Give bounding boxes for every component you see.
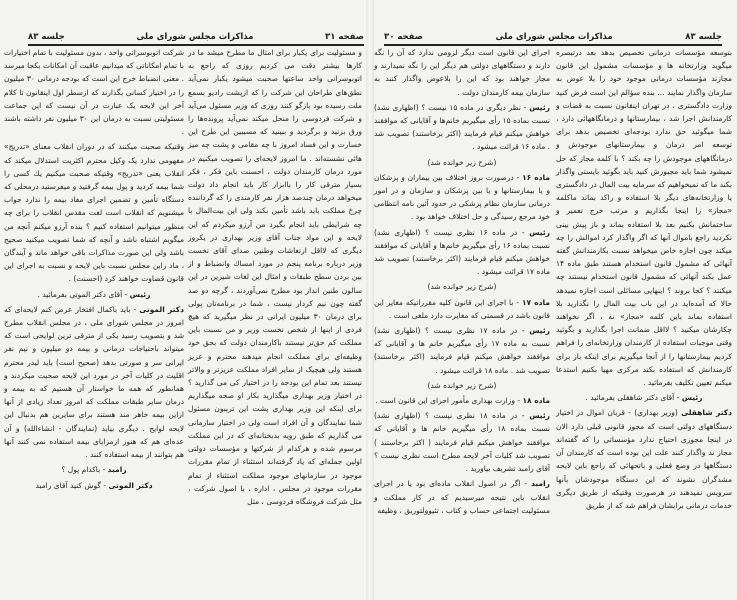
speaker-label: رامبد <box>531 479 550 489</box>
paragraph <box>374 477 550 517</box>
speaker-label: رئیس <box>681 393 703 403</box>
paragraph-text: - در ماده ۱۷ نظری نیست ؟ (اظهاری نشد) نسبت به ماده ۱۷ رأی میگیریم خانم ها و آقایانی که موافقند خواهش میکنم قیام فرمایند (اکثر برخاستند) تصویب شد . ماده ۱۸ قرائت میشود . <box>374 326 550 375</box>
speaker-label: دکتر الموتی <box>108 480 153 490</box>
speaker-label: رئیس <box>529 102 551 112</box>
paragraph <box>374 101 550 154</box>
paragraph-text: (شرح زیر خوانده شد) <box>427 380 497 390</box>
paragraph <box>4 303 184 461</box>
paragraph <box>374 226 550 279</box>
paragraph-text: شرکت اتوبوسرانی واحد ، بدون مسئولیت با تمام اختیارات با تمام امکاناتی که میدانیم عاقبت آن امکانات بکجا میرسد . معنی انضباط خرج این است که بودجه درمانی ۳۰ میلیون را در اختیار کسانی بگذارند که ازسطر اول اینقانون تا کلام آخر این لایحه یک عبارت در آن نیست که این جماعت مسئولیتی نسبت به درمان این ۳۰ میلیون نفر داشته باشند . <box>4 48 184 137</box>
centered-note <box>374 280 550 293</box>
page-30 <box>370 0 737 600</box>
centered-note <box>374 156 550 169</box>
text-column <box>4 46 184 494</box>
paragraph-text: وقتیکه صحبت میکنند که در دوران انقلاب معنای «تدریج» مفهومی ندارد یک وکیل محترم اکثریت استدلال میکند که انقلاب یعنی «تدریج» وقتیکه صحبت میکنیم یك کسی را شما بیمه کردید و پول بیمه گرفتید و میفرستید درمحلی که دستگاه تأمین و تضمین اجرای مفاد بیمه را ندارد جواب میشنویم که انقلاب است لغت مقدس انقلاب را برای چه منظور میتوانیم استفاده کنیم ؟ بنده آرزو میکنم آنچه من میگویم اشتباه باشد و آنچه که شما تصویب میکنید صحیح باشد ولی این صورت مذاکرات باقی خواهد ماند و آیندگان ، ماد راین مجلس نسبت باین لایحه و نسبت به اجرای این قانون قضاوت خواهند کرد (احسنت) . <box>4 142 184 284</box>
speaker-label: رئیس <box>129 289 151 299</box>
page-number: صفحه ۳۰ <box>384 32 423 42</box>
paragraph <box>4 140 184 285</box>
session-number: جلسه ۸۳ <box>685 32 722 42</box>
page-header <box>384 30 722 46</box>
paragraph-text: - باکدام پول ؟ <box>61 465 108 475</box>
speaker-label: ماده ۱۷ <box>521 297 550 307</box>
paragraph <box>374 296 550 322</box>
paragraph-text: - اگر در اصول انقلاب ماده‌ای بود یا در اجرای انقلاب باین نتیجه میرسیدیم که در کار مملکت و مسئولیت اجتماعی حساب و کتاب ، تئیوولتوریق ، وظیفه <box>374 479 550 515</box>
paragraph-text: - در ماده ۱۸ نظری نیست ؟ (اظهاری نشد) نسبت بماده ۱۸ رأی میگیریم خانم ها و آقایانی که موافقند خواهش میکنم قیام فرمایند ( اکثر برخاستند ) تصویب شد کلیات آخر لایحه مطرح است نظری نیست ؟ آقای رامبد تشریف بیاورید . <box>374 411 550 474</box>
text-column <box>374 46 550 519</box>
paragraph-text: بتوسعه مؤسسات درمانی تخصیص بدهد بعد درتبصره میگوید وزارتخانه ها و مؤسسات مشمول این قانون مجازند مؤسسات درمانی موجود خود را بلا عوض به سازمان واگذار نمایند ... بنده سؤالم این است فرض کنید وزارت دادگستری ، در تهران اینقانون نسبت به قضات و کارمندانش اجرا شد ، بیمارستانها و درمانگاههائی دارد ، شما میگوئید حق ندارد بودجه‌ای تخصیص بدهد برای توسعه امر درمان و بیمارستانهای موجودش و درمانگاههای موجودش را چه بکند ؟ با کلمه مجاز که حل نمیشود شما باید مجبورش کنید باید بگوئید بایستی واگذار بکند ما که نمیخواهیم که سرمایه بیت المال در دادگستری یا وزارتخانه‌های دیگر بلا استفاده و راکد بماند ماکلمه «مجاز» را اینجا بگذاریم و مرتب خرج تعمیر و ساختمانش بکنیم بعد بلا استفاده بماند و باز پیش بینی نکردید راجع باموال آنها که اگر واگذار کرد اموالش را چه میکند چون اجازه خاص میخواهد نسبت بکارمندانش گفته آنهائی که مشمول قانون استخدام هستند طبق ماده ۱۴ عمل بکند آنهائی که مشمول قانون استخدام نیستند چه میکنند ؟ کجا بروند ؟ اینهایی مسائلی است اجازه نمیدهد حالا که آمده‌اید در این باب بیت المال را نگذارید بلا استفاده بماند باین کلمه «مجاز» نه ، اگر نخواهند چکارشان میکنید ؟ لااقل ضمانت اجرا بگذارید و بگوئید وقتی موجبات استفاده از کارمندان وزارتخانه‌ای را فراهم کردیم بیمارستانها را از آنجا میگیریم برای اینکه باز برای کارمندانش که استفاده بکند مرکزی مهیا بکنیم استدعا میکنم تعیین تکلیف بفرمائید . <box>556 48 732 388</box>
paragraph-text: - گوش کنید آقای رامبد <box>35 480 109 490</box>
speaker-label: رئیس <box>529 411 550 421</box>
paragraph-text: (وزیر بهداری) - قربان اموال در اختیار دستگاههای دولتی است که مجوز قانونی قبلی دارد الان در اینجا مجوزی احتیاج ندارد مؤسساتی را که گفته‌اند مجاز ند واگذار کنند علت این بوده است که کارمندان آن دستگاهها در وضع فعلی و باتحهائی که راجع باین لایحه مشدگران نشوند که این دستگاه موجودشان بآنها سرویس نمیدهند در هرصورت وقتیکه از طریق دیگری خدمات درمانی برایشان فراهم شد که از طریق <box>556 408 732 510</box>
paragraph <box>4 46 184 138</box>
running-title: مذاکرات مجلس شورای ملی <box>136 32 254 42</box>
paragraph-text: - نظر دیگری در ماده ۱۵ نیست ؟ (اظهاری نشد) نسبت بماده ۱۵ رأی میگیریم خانم‌ها و آقایانی که موافقند خواهش میکنم قیام فرمایند (اکثر برخاستند) تصویب شد . ماده ۱۶ قرائت میشود . <box>374 102 551 152</box>
paragraph <box>556 406 732 512</box>
paragraph <box>374 409 550 475</box>
paragraph <box>374 324 550 377</box>
paragraph <box>374 394 550 407</box>
speaker-label: رامبد <box>107 465 127 475</box>
page-header <box>28 30 364 46</box>
paragraph-text: - درصورت بروز اختلاف بین بیماران و پزشکان و یا بیمارستانها و یا بین پزشکان و سازمان و در امور درمانی سازمان نظام پزشکی در حدود آئین نامه انتظامی خود مرجع رسیدگی و حل اختلاف خواهد بود . <box>374 172 550 222</box>
paragraph <box>374 171 550 224</box>
paragraph-text: - در ماده ۱۶ نظری نیست ؟ (اظهاری نشد) نسبت بماده ۱۶ رأی میگیریم خانم‌ها و آقایانی که موافقند خواهش میکنم قیام فرمایند (اکثر برخاستند) تصویب شد ماده ۱۷ قرائت میشود . <box>374 227 551 277</box>
paragraph-text: - با اجرای این قانون کلیه مقرراتیکه مغایر این قانون باشد در قسمتی که مغایرت دارد ملغی است . <box>374 297 550 320</box>
speaker-label: رئیس <box>529 326 550 336</box>
running-title: مذاکرات مجلس شورای ملی <box>495 32 613 42</box>
paragraph-text: (شرح زیر خوانده شد) <box>427 157 497 167</box>
page-number: صفحه ۳۱ <box>325 32 364 42</box>
centered-note <box>556 391 732 404</box>
paragraph <box>556 46 732 389</box>
text-column <box>556 46 732 514</box>
speaker-label: رئیس <box>529 227 550 237</box>
speaker-label: ماده ۱۶ <box>522 172 550 182</box>
session-number: جلسه ۸۳ <box>28 32 65 42</box>
paragraph-text: اجرای این قانون است دیگر لزومی ندارد که آن را نگه دارند و دستگاههای دولتی هم دیگر این را نگه نمیدارند و مجاز خواهند بود که این را بلاعوض واگذار کنند به سازمان بیمه کارمندان دولت . <box>374 48 550 97</box>
paragraph-text: و مسئولیت برای یکبار برای امثال ما مطرح میشد ما در کارها بیشتر دقت می کردیم روزی که راجع به اتوبوسرانی واحد ساعتها صحبت میشود یکبار نمی‌آید نطق‌های طراحان این شرکت را که ازپشت رادیو بسمع ملت رسیده بود بازگو کنند روزی که وزیر مسئول می‌آید و شرکت فردوسی را منحل میکند نمی‌آید پرونده‌ها را ورق بزنید و برگردید و ببینید که مسببین این طرح این خسارت و این فساد امروز با چه مقامی و پشت چه میز هائی نشسته‌اند . ما امروز لایحه‌ای را تصویب میکنیم در مورد درمان کارمندان دولت ، احسنت باین فکر ، فکر بسیار مترقی کار را باابزار کار باید انجام داد دولت میخواهد درمان چندصد هزار نفر کارمندی را که گرداننده چرخ مملکت باید باشد تأمین بکند ولی این بیت‌المال با چه شرایطی باید انجام بگیرد من آرزو میکردم که این لایحه و این مواد جناب آقای وزیر بهداری در یکروز دیگری که لااقل ارتعاشات وطنین صدای آقای نخست وزیر درباره برنامه پنجم در مورد امساك وانضباط و از بین بردن سطح طبقات و امثال این لغات شیرین در این سالون طنین انداز بود مطرح نمی‌آوردند ، گرچه دو صد گفته چون نیم کردار نیست ، شما در برنامه‌تان پولی برای درمان ۳۰ میلیون ایرانی در نظر میگیرید که هیچ فردی از اینها از شخص نخست وزیر و من نسبت باین مملکت کم حق‌تر نیستند باکارمندان دولت که بحق خود وظیفه‌ای برای مملکت انجام میدهند محترم و عزیز هستند ولی هیچیک از سایر افراد مملکت عزیزتر و والاتر نیستند بعد تمام این بودجه را در اختیار کی می گذارید ؟ در اختیار وزیر بهداری میگذارید بکار او صحه میگذاریم برای اینکه این وزیر بهداری پشت این تریبون مسئول شما نمایندگان و آن افراد است ولی در اختیار سازمانی می گذاریم که طبق رویه بدبختانه‌ای که در این مملکت مرسوم شده و هرکدام از شرکتها و مؤسسات دولتی اولین جمله‌ای که یاد گرفته‌اند استثناء از تمام مقررات موجود در سازمانهای موجود مملکت استثناء از تمام مقررات موجود در مجلس ، اداره ، با اصول شرکت ، مثل شرکت فروشگاه فردوسی ، مثل <box>188 48 362 506</box>
centered-note <box>4 288 184 301</box>
speaker-label: دکتر الموتی <box>139 304 184 314</box>
paragraph-text: - وزارت بهداری مأمور اجرای این قانون است . <box>375 396 523 406</box>
paragraph-text: (شرح زیر خوانده شد) <box>427 282 497 292</box>
paragraph-text: - باید باکمال افتخار عرض کنم لایحه‌ای که امروز در مجلس شورای ملی ، در مجلس انقلاب مطرح شد و بتصویب رسید یکی از مترقی ترین لوایحی است که میتواند باحتیاجات درمانی و بیمه دو میلیون و نیم نفر ایرانی سر و صورتی بدهد (صحیح است) باید لیدر محترم اقلیت در کلیات آخر در مورد این لایحه صحبت میکردند و همانطور که همه ما خواستار آن هستیم که به بیمه و درمان سایر طبقات مملکت که امروز تعداد زیادی از آنها ازاین بیمه خاهر مند هستند برای سایرین هم بدنبال این لایحه لوایح . دیگری بیاید (نمایندگان - انشاءالله) و آن عده‌ای هم که هنوز ازمزایای بیمه استفاده نمی کنند آنها هم بتوانند از بیمه استفاده کنند . <box>4 304 184 460</box>
paragraph-text: - آقای دکتر الموتی بفرمائید . <box>37 289 130 299</box>
centered-note <box>374 379 550 392</box>
paragraph-text: - آقای دکتر شاهقلی بفرمائید . <box>585 393 682 403</box>
paragraph <box>188 46 362 508</box>
speaker-label: دکتر شاهقلی <box>681 408 732 418</box>
paragraph <box>374 46 550 99</box>
centered-note <box>4 479 184 492</box>
text-column <box>188 46 362 510</box>
speaker-label: ماده ۱۸ <box>522 396 550 406</box>
centered-note <box>4 463 184 476</box>
